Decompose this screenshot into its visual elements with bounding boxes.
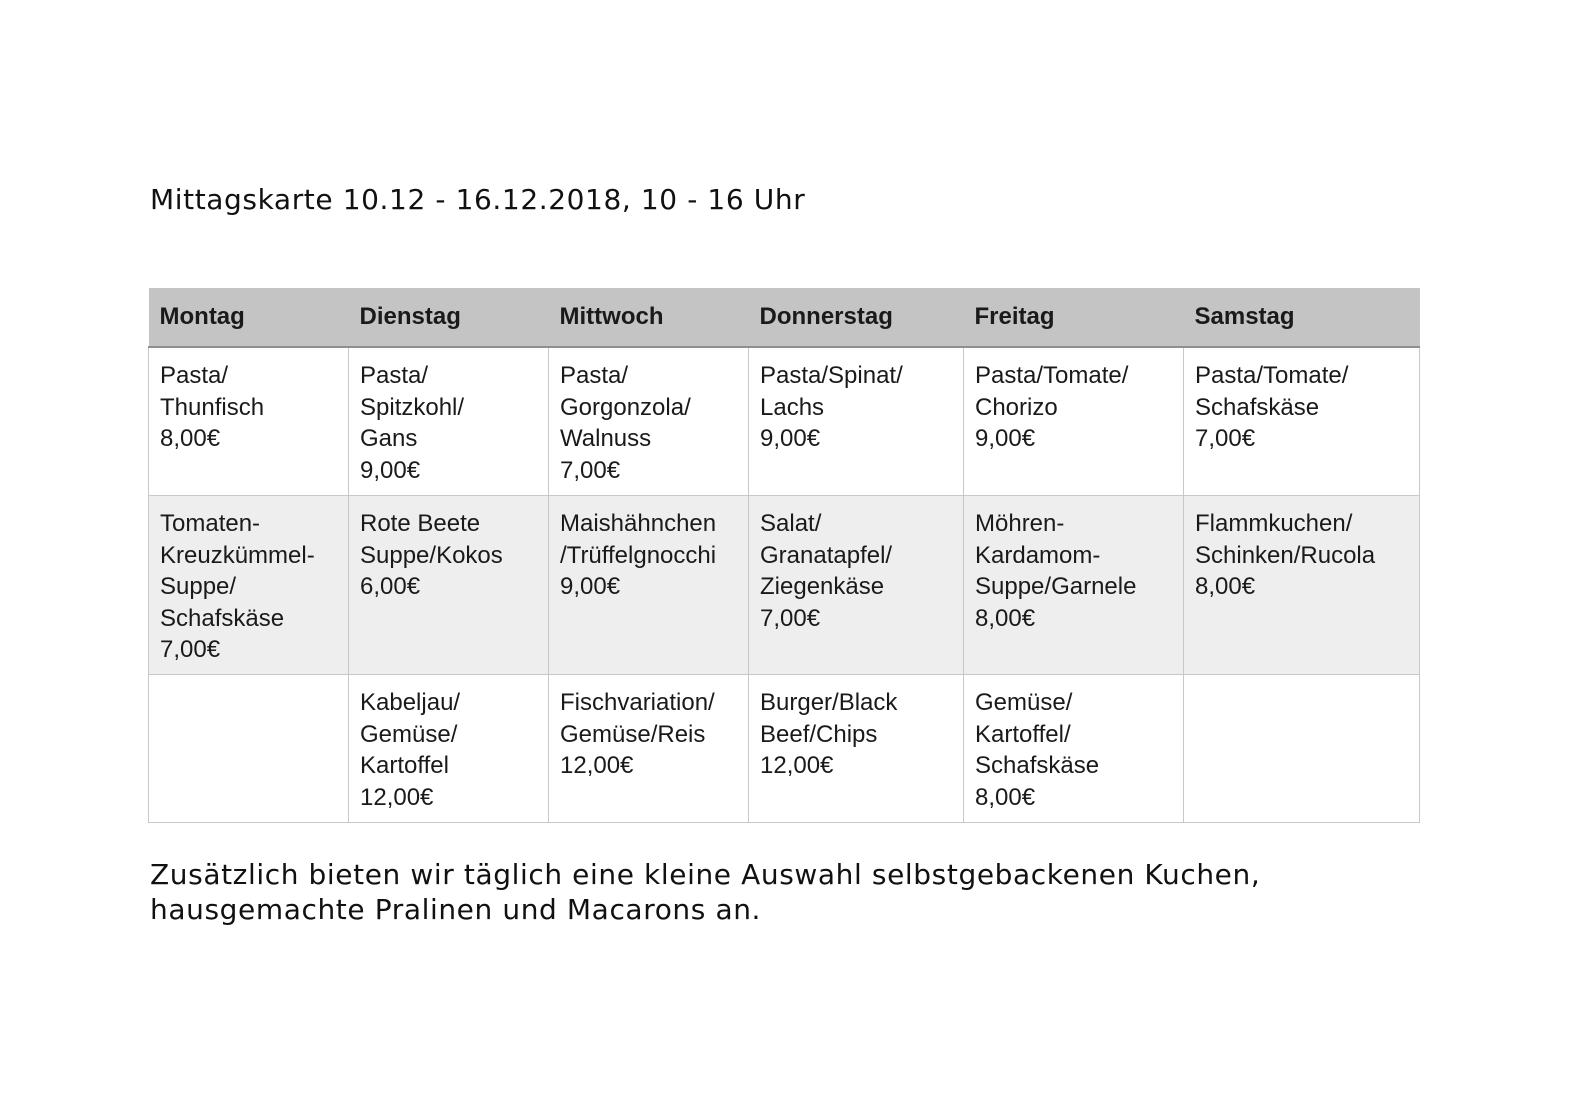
footer-note: Zusätzlich bieten wir täglich eine kleine Auswahl selbstgebackenen Kuchen, hausgemachte Pralinen und Macarons an. xyxy=(150,858,1261,926)
dish-price: 6,00€ xyxy=(360,573,421,600)
dish-line: Pasta/ xyxy=(360,362,429,389)
dish-line: Pasta/Spinat/ xyxy=(760,362,903,389)
menu-cell xyxy=(1184,347,1420,496)
dish-line: Rote Beete xyxy=(360,510,481,537)
dish-line: Pasta/ xyxy=(560,362,629,389)
dish-line: Schafskäse xyxy=(975,752,1100,779)
dish-price: 7,00€ xyxy=(160,636,221,663)
dish-line: Kartoffel xyxy=(360,752,449,779)
dish-line: Thunfisch xyxy=(160,393,265,421)
dish-price: 9,00€ xyxy=(760,425,821,452)
dish-line: Kartoffel/ xyxy=(975,720,1071,748)
lunch-menu-table xyxy=(148,288,1420,823)
table-header-row xyxy=(149,288,1420,347)
dish-line: Tomaten- xyxy=(160,510,261,537)
dish-line: Suppe/Garnele xyxy=(975,573,1137,600)
dish-line: Kabeljau/ xyxy=(360,689,461,716)
dish-line: Beef/Chips xyxy=(760,720,878,748)
dish-line: Salat/ xyxy=(760,510,822,537)
dish-line: Schafskäse xyxy=(160,604,285,632)
table-row xyxy=(149,675,1420,823)
dish-line: Burger/Black xyxy=(760,689,898,716)
dish-line: Schafskäse xyxy=(1195,393,1320,421)
dish-line: Suppe/Kokos xyxy=(360,541,503,569)
dish-price: 9,00€ xyxy=(360,456,421,484)
day-header-dienstag: Dienstag xyxy=(349,288,549,347)
menu-cell xyxy=(549,496,749,675)
dish-line: Gorgonzola/ xyxy=(560,393,691,421)
menu-cell xyxy=(549,675,749,823)
dish-price: 9,00€ xyxy=(975,425,1036,452)
day-header-montag: Montag xyxy=(149,288,349,347)
dish-line: Möhren- xyxy=(975,510,1065,537)
menu-cell xyxy=(749,496,964,675)
dish-price: 8,00€ xyxy=(160,425,221,452)
menu-cell xyxy=(964,347,1184,496)
dish-line: Pasta/ xyxy=(160,362,229,389)
menu-cell-empty xyxy=(1184,675,1420,823)
dish-line: Maishähnchen xyxy=(560,510,717,537)
dish-price: 9,00€ xyxy=(560,573,621,600)
menu-cell xyxy=(1184,496,1420,675)
dish-price: 7,00€ xyxy=(560,456,621,484)
dish-line: Kreuzkümmel- xyxy=(160,541,315,569)
dish-price: 12,00€ xyxy=(560,752,634,779)
dish-price: 8,00€ xyxy=(975,783,1036,811)
dish-price: 7,00€ xyxy=(1195,425,1256,452)
dish-line: Ziegenkäse xyxy=(760,573,885,600)
dish-price: 7,00€ xyxy=(760,604,821,632)
menu-cell xyxy=(749,675,964,823)
menu-cell xyxy=(149,347,349,496)
menu-cell-empty xyxy=(149,675,349,823)
menu-cell xyxy=(149,496,349,675)
day-header-freitag: Freitag xyxy=(964,288,1184,347)
menu-cell xyxy=(549,347,749,496)
dish-line: Walnuss xyxy=(560,425,652,452)
dish-line: Gemüse/ xyxy=(975,689,1073,716)
dish-price: 12,00€ xyxy=(360,783,434,811)
dish-line: Gans xyxy=(360,425,418,452)
menu-cell xyxy=(964,496,1184,675)
dish-line: /Trüffelgnocchi xyxy=(560,541,717,569)
day-header-samstag: Samstag xyxy=(1184,288,1420,347)
dish-line: Kardamom- xyxy=(975,541,1101,569)
dish-line: Granatapfel/ xyxy=(760,541,893,569)
dish-line: Lachs xyxy=(760,393,825,421)
dish-line: Pasta/Tomate/ xyxy=(975,362,1129,389)
table-row xyxy=(149,496,1420,675)
dish-line: Chorizo xyxy=(975,393,1058,421)
menu-cell xyxy=(349,496,549,675)
dish-price: 8,00€ xyxy=(1195,573,1256,600)
page-title: Mittagskarte 10.12 - 16.12.2018, 10 - 16 Uhr xyxy=(150,183,806,216)
dish-line: Suppe/ xyxy=(160,573,237,600)
dish-line: Schinken/Rucola xyxy=(1195,541,1376,569)
dish-line: Spitzkohl/ xyxy=(360,393,465,421)
day-header-mittwoch: Mittwoch xyxy=(549,288,749,347)
menu-cell xyxy=(964,675,1184,823)
dish-line: Pasta/Tomate/ xyxy=(1195,362,1349,389)
table-row xyxy=(149,347,1420,496)
dish-line: Gemüse/ xyxy=(360,720,458,748)
menu-cell xyxy=(349,675,549,823)
dish-price: 12,00€ xyxy=(760,752,834,779)
day-header-donnerstag: Donnerstag xyxy=(749,288,964,347)
dish-line: Gemüse/Reis xyxy=(560,720,706,748)
dish-price: 8,00€ xyxy=(975,604,1036,632)
menu-cell xyxy=(349,347,549,496)
dish-line: Flammkuchen/ xyxy=(1195,510,1353,537)
menu-cell xyxy=(749,347,964,496)
dish-line: Fischvariation/ xyxy=(560,689,715,716)
